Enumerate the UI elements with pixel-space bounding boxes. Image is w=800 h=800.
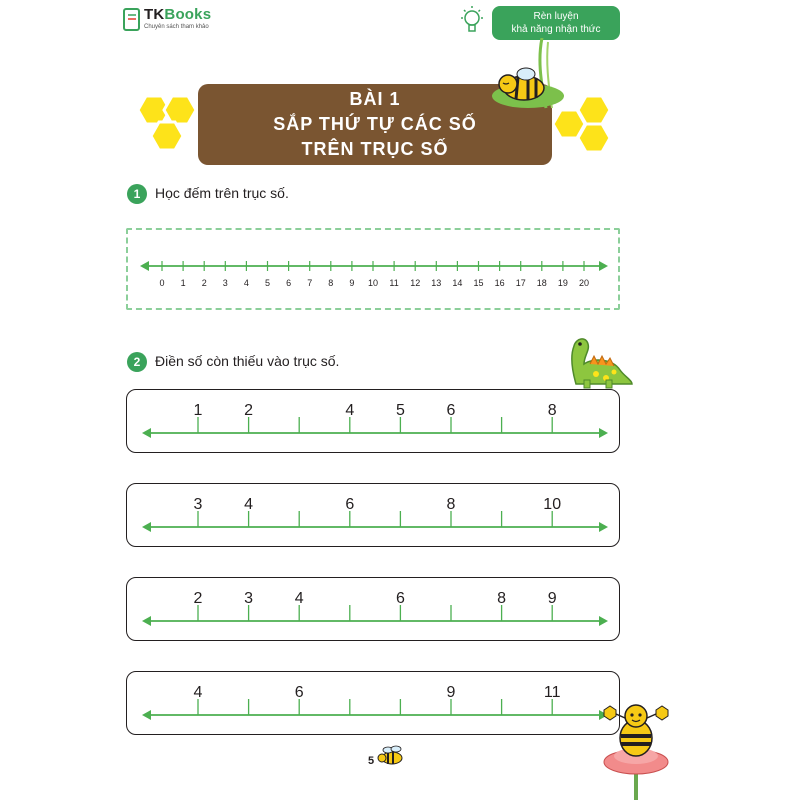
tick-label: 11 xyxy=(543,684,561,701)
arrow-left-icon xyxy=(142,616,151,626)
arrow-left-icon xyxy=(140,261,149,271)
arrow-right-icon xyxy=(599,522,608,532)
skill-badge-line2: khả năng nhận thức xyxy=(511,24,601,35)
exercise-number-line-4 xyxy=(126,671,620,735)
tick-label: 17 xyxy=(515,278,526,288)
tick-label: 4 xyxy=(294,590,304,607)
tick-label: 20 xyxy=(578,278,590,288)
section1-instruction: Học đếm trên trục số. xyxy=(155,185,289,201)
tick-label: 6 xyxy=(345,496,355,513)
tick-label: 18 xyxy=(536,278,547,288)
tick-label: 3 xyxy=(193,496,203,513)
section1-number: 1 xyxy=(127,184,147,204)
tick-label: 2 xyxy=(201,278,207,288)
dinosaur-icon xyxy=(562,334,634,392)
lesson-title-line1: BÀI 1 xyxy=(349,89,401,109)
page-number: 5 xyxy=(368,755,375,767)
brand-logo xyxy=(122,4,232,38)
tick-label: 9 xyxy=(547,590,557,607)
lesson-title-line3: TRÊN TRỤC SỐ xyxy=(301,139,449,159)
tick-label: 9 xyxy=(446,684,456,701)
tick-label: 14 xyxy=(452,278,463,288)
section2-instruction: Điền số còn thiếu vào trục số. xyxy=(155,353,340,369)
tick-label: 3 xyxy=(222,278,228,288)
tick-label: 13 xyxy=(431,278,442,288)
tick-label: 6 xyxy=(446,402,456,419)
tick-label: 0 xyxy=(159,278,165,288)
tick-label: 7 xyxy=(307,278,313,288)
tick-label: 10 xyxy=(367,278,379,288)
arrow-left-icon xyxy=(142,428,151,438)
brand-name: TKBooks xyxy=(144,6,212,23)
tick-label: 4 xyxy=(193,684,203,701)
arrow-left-icon xyxy=(142,710,151,720)
tick-label: 8 xyxy=(547,402,557,419)
skill-badge xyxy=(492,6,620,40)
tick-label: 4 xyxy=(345,402,355,419)
tick-label: 4 xyxy=(244,496,254,513)
arrow-right-icon xyxy=(599,616,608,626)
tick-label: 2 xyxy=(193,590,203,607)
tick-label: 5 xyxy=(395,402,405,419)
small-bee-icon xyxy=(376,744,408,770)
tick-label: 15 xyxy=(473,278,484,288)
tick-label: 12 xyxy=(410,278,421,288)
section2-number: 2 xyxy=(127,352,147,372)
sleeping-bee-icon xyxy=(486,38,566,114)
exercise-number-line-3 xyxy=(126,577,620,641)
arrow-right-icon xyxy=(599,428,608,438)
tick-label: 11 xyxy=(389,278,399,288)
tick-label: 6 xyxy=(395,590,405,607)
arrow-right-icon xyxy=(599,261,608,271)
tick-label: 5 xyxy=(264,278,271,288)
exercise-number-line-1 xyxy=(126,389,620,453)
tick-label: 3 xyxy=(244,590,254,607)
tick-label: 1 xyxy=(180,278,186,288)
tick-label: 8 xyxy=(497,590,507,607)
tick-label: 6 xyxy=(294,684,304,701)
tick-label: 1 xyxy=(193,402,203,419)
book-icon xyxy=(122,7,142,33)
tick-label: 4 xyxy=(243,278,249,288)
skill-badge-line1: Rèn luyện xyxy=(533,11,579,22)
tick-label: 8 xyxy=(446,496,456,513)
tick-label: 6 xyxy=(286,278,292,288)
tick-label: 9 xyxy=(349,278,355,288)
exercise-number-line-2 xyxy=(126,483,620,547)
tick-label: 10 xyxy=(543,496,562,513)
lesson-title-line2: SẮP THỨ TỰ CÁC SỐ xyxy=(273,114,477,134)
tick-label: 2 xyxy=(244,402,254,419)
honeycomb-left-icon xyxy=(126,92,196,160)
arrow-left-icon xyxy=(142,522,151,532)
bee-on-flower-icon xyxy=(600,698,674,800)
lightbulb-icon xyxy=(458,4,486,38)
tick-label: 16 xyxy=(494,278,505,288)
brand-tagline: Chuyên sách tham khảo xyxy=(144,24,209,30)
full-number-line xyxy=(126,228,620,310)
tick-label: 8 xyxy=(328,278,334,288)
tick-label: 19 xyxy=(557,278,568,288)
